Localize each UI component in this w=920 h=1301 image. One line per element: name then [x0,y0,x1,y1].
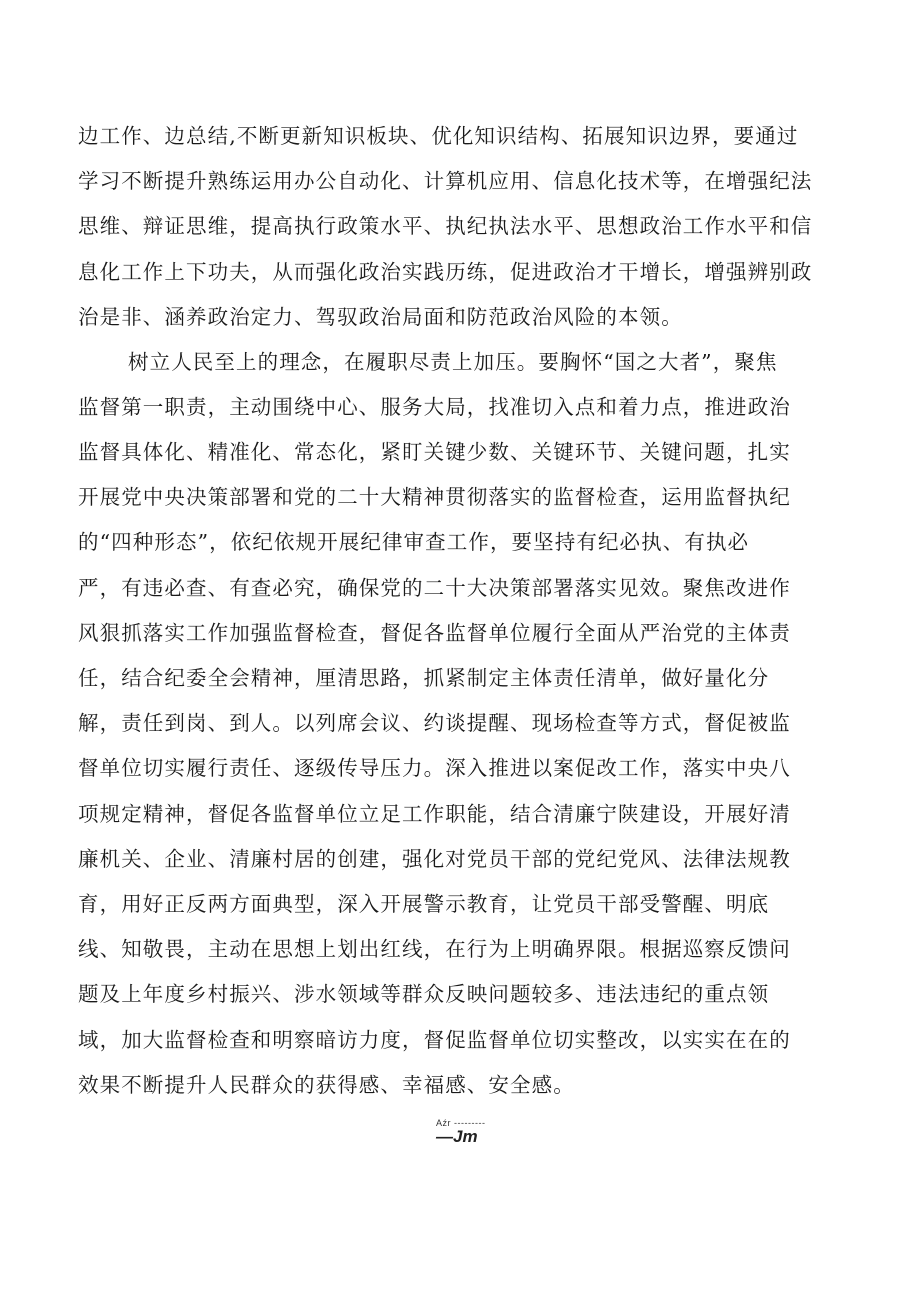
text-line: 任，结合纪委全会精神，厘清思路，抓紧制定主体责任清单，做好量化分 [78,666,770,690]
text-line: 的“四种形态”，依纪依规开展纪律审查工作，要坚持有纪必执、有执必 [78,530,750,554]
text-line: 题及上年度乡村振兴、涉水领域等群众反映问题较多、违法违纪的重点领 [78,982,770,1006]
text-line: 治是非、涵养政治定力、驾驭政治局面和防范政治风险的本领。 [78,305,683,329]
text-line: 监督第一职责，主动围绕中心、服务大局，找准切入点和着力点，推进政治 [78,395,791,419]
text-line: 学习不断提升熟练运用办公自动化、计算机应用、信息化技术等，在增强纪法 [78,169,813,193]
text-line: 效果不断提升人民群众的获得感、幸福感、安全感。 [78,1073,575,1097]
text-line: 思维、辩证思维，提高执行政策水平、执纪执法水平、思想政治工作水平和信 [78,214,813,238]
text-line: 边工作、边总结,不断更新知识板块、优化知识结构、拓展知识边界，要通过 [78,124,799,148]
text-line: 解，责任到岗、到人。以列席会议、约谈提醒、现场检查等方式，督促被监 [78,711,791,735]
text-line: 风狠抓落实工作加强监督检查，督促各监督单位履行全面从严治党的主体责 [78,621,791,645]
text-line: 树立人民至上的理念，在履职尽责上加压。要胸怀“国之大者”，聚焦 [128,350,778,374]
footer-mark-bottom: —Jm [436,1127,478,1146]
text-line: 育，用好正反两方面典型，深入开展警示教育，让党员干部受警醒、明底 [78,892,770,916]
text-line: 督单位切实履行责任、逐级传导压力。深入推进以案促改工作，落实中央八 [78,756,791,780]
text-line: 息化工作上下功夫，从而强化政治实践历练，促进政治才干增长，增强辨别政 [78,260,813,284]
text-line: 域，加大监督检查和明察暗访力度，督促监督单位切实整改，以实实在在的 [78,1028,791,1052]
text-line: 严，有违必查、有查必究，确保党的二十大决策部署落实见效。聚焦改进作 [78,576,791,600]
footer-mark-top: Aźr --------- [436,1118,486,1128]
text-line: 监督具体化、精准化、常态化，紧盯关键少数、关键环节、关键问题，扎实 [78,440,791,464]
text-line: 项规定精神，督促各监督单位立足工作职能，结合清廉宁陕建设，开展好清 [78,802,791,826]
text-line: 开展党中央决策部署和党的二十大精神贯彻落实的监督检查，运用监督执纪 [78,485,791,509]
text-line: 线、知敬畏，主动在思想上划出红线，在行为上明确界限。根据巡察反馈问 [78,937,791,961]
text-line: 廉机关、企业、清廉村居的创建，强化对党员干部的党纪党风、法律法规教 [78,847,791,871]
